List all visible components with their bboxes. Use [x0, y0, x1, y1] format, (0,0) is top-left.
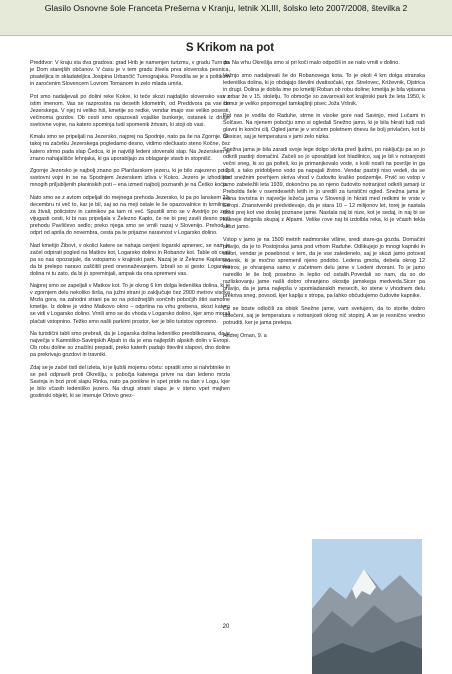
article-author: Andrej Oman, 9. a [223, 332, 267, 339]
paragraph: do. Na vrhu Okrešlja smo si pri koči malo odpočili in se nato vrnili v dolino. [223, 60, 400, 66]
paragraph: Snežna jama je bila zaradi svoje lege dolgo skrita pred ljudmi, po naključju pa so jo odkrili pastirji domačini. Začeli so jo uporabljati kot hladilnico, saj je bil v notranjosti večni sneg, ki so ga polteli, ko je primanjkovalo vode, s koši nosili na površje in ga topili, s tako pridobljeno vodo pa napajali živino. Vendar pastirji niso vedeli, da se pod snežnim povrhjem skriva vhod v čudovito kraško podzemlje. Prvič so vstop v jamo zabeležili leta 1939, dokončno pa so njeno čudovito notranjost odkrili jamarji iz Prebolda šele v osemdesetih letih in jo uredili za turistični ogled. Snežna jama je edina tovrstna in največje ležeča jama v Sloveniji in hkrati med redkimi te vrste v Evropi. Znanstveniki predvidevajo, da je stara 10 – 12 milijonov let, torej je nastala dosti prej kot vse doslej poznane jame. Nastala naj bi nize, kot je sedaj, in naj bi se kasneje dvignila skupaj z Alpami. Velike rove naj bi izdolbla reka, ki je včasih tekla skozi jamo. [223, 146, 425, 231]
paragraph: Pot smo nadaljevali po dolini reke Kokre, ki teče skozi najdaljšo slovensko vas z istim imenom. Vas se razprostira na desetih kilometrih, od Preddvora pa vse do Jezerskega. V njej ni veliko hiš, kmetije so redke, vendar imajo vse veliko posesti, večinoma gozdov. Ob cesti smo opazovali vojaške bunkerje, ostanek iz druge svetovne vojne, na katero spominja tudi spomenik žrtvam, ki stoji ob vasi. [30, 93, 230, 128]
newsletter-header [0, 0, 452, 36]
article-title: S Krikom na pot [185, 42, 275, 54]
paragraph: Vstop v jamo je na 1500 metrih nadmorske višine, sredi stare-ga gozda. Domačini pravijo, da je to Postojnska jama pod vrhom Raduhe. Odlikujejo jo mnogi kapniki in stebri, vendar je posebnost v tem, da je vse zaledenelo, saj je skozi jamo potovat ledenik, ki je močno spremenil njeno podobo. Ledena gmota, debela okrog 12 metrov, je ohranjena samo v začetnem delu jame v Ledeni dvorani. To je jamo naredilo le še bolj posebno in lepšo od ostalih.Povedali so nam, da so do razliskovanju jame našli dobro ohranjeno okostje jamskega medveda.Sicer pa pravijo, da je jama najlepša v spomladanskih mesecih, ko stene v vhodnem delu prekriva sneg, povsod, kjer kaplja s stropa, pa lahko občudujemo čudovite kapnike. [223, 237, 425, 300]
header-divider [0, 35, 452, 36]
paragraph: Zgornje Jezersko je najbolj znano po Planšarskem jezeru, ki je bilo zajezeno po 2. svetovni vojni in se na Spodnjem Jezerskem izliva v Kokro. Jezero je izhodišče mnogih priljubljenih planinskih poti – ena izmed najbolj poznanih je na Češko koćo. [30, 168, 230, 189]
paragraph: Nato smo se z avtom odpeljali do mejnega prehoda Jezersko, ki pa po lanskem 21. decembru ni več to, kar je bil, saj so na meji ostale le še opazovalnice in krmilnice za živali, policistov in carinikov pa tam ni več. Spustili smo se v Avstrijo po zelo vijugasti cesti, ki bi nas pripeljala v Železno Kaplo, če ne bi prej zavili desno proti prehodu Pavličevo sedlo; preko njega smo se vrnili nazaj v Slovenijo. Prehod je odprt od aprila do novembra, cesta pa te prijazne naravnost v Logarsko dolino. [30, 194, 230, 236]
paragraph: Preddvor: V kraju sta dva gradova: grad Hrib je namenjen turizmu, v gradu Turn pa je Dom starejših občanov. V času je v tem gradu živela prva slovenska pesnica, pisateljica in skladateljica Josipina Urbančič Turnograjska. Porodila se je s poltikom in zaročenim Slovencem Lovrom Tomanom in zelo mlada umrla. [30, 60, 230, 88]
paragraph: Na turistični tabli smo prebrali, da je Logarska dolina ledeniško preoblikovana, da je največja v Kamniško-Savinjskih Alpah in da je ena najlepših alpskih dolin v Evropi. Ob robu doline so značilni prepadi, preko katerih padajo številni slapovi, dno doline pa prekrivajo gozdovi in travniki. [30, 331, 230, 359]
paragraph: Nad kmetijo Žibovt, v okolici katere se nahaja cenjeni logarski apnenec, se nam je začel odpirati pogled na Matkov kot, Logarsko dolino in Robanov kot. Table ob cesti pa so nas opozarjale, da vstopamo v krajinski park. Nazaj je iz Železne Kaplanov, da bi prelepo naravo zaščitili pred onesnaževanjem. Izbrali so si gesto: Logarska dolina ni tu zato, da bi jo spreminjali, ampak da ona spremeni vas. [30, 242, 230, 277]
page-number: 20 [222, 624, 230, 630]
paragraph: Če se boste odločili za obisk Snežne jame, vam svetujem, da to storite dobro oblečeni, saj je temperatura v notranjosti okrog nič stopinj. A se je resnično vredno potruditi, ker je jama prelepa. [223, 305, 425, 327]
paragraph: Vožnjo smo nadaljevali še do Robanovega kota. To je okoli 4 km dolga stranska ledeniška dolina, ki jo obdajajo številni dvatisočaki, npr. Strelovec, Križevnik, Ojstrica in drugi. Dolina je dobila ime po kmetiji Roban ob robu doline; kmetija je bila vpisana v urbar že v 15. stoletju. To območje so zavarovali kot krajinski park že leta 1950, k čemur je veliko pripomogel tamkajšnji pisec Joža Vršnik. [223, 72, 425, 107]
mountain-photo [312, 539, 422, 674]
article-column-right [223, 60, 425, 615]
paragraph: Pot nas je vodila do Raduhe, strme in visoke gore nad Savinjo, med Lučami in Solčavo. Na njenem pobočju smo si ogledali Snežno jamo, ki je bila hkrati tudi naš glavni in končni cilj. Ogled jame je v vročem poletnem dnevu še bolj privlačen, kot bi bil sicer, saj je temperatura v jami zelo nizka. [223, 113, 425, 141]
article-column-left [30, 60, 230, 615]
paragraph: Zdaj se je začel tisti del izleta, ki je ljubši mojemu očetu: opratili smo si nahrbtnike in se peš odpravili proti Okrešlju, s pobočja katerega privre na dan ledeno mrzla Savinja in brzi proti slapu Rinka, nato pa ponikne in spet pride na dan v Logu, kjer je bilo včasih ledeniško jezero. Na drugi strani slapu je v steno vpet majhen gostinski objekt, ki se imenuje Orlovo gnez- [30, 364, 230, 399]
paragraph: Kmalu smo se pripeljali na Jezersko, najprej na Spodnje, nato pa še na Zgornje. Če takoj na začetku Jezerskega pogledamo desno, vidimo rdečkasto steno Kočne, čez katero strmo pada slap Čedca, ki je najvišji ledeni slovenski slap. Na Jezerskem je znano nahajališče lehnjaka, ki ga uporabljajo za oblaganje stavb in stopnišč. [30, 134, 230, 162]
paragraph: Najprej smo se zapeljali v Matkov kot. To je okrog 6 km dolga ledeniška dolina, ki je v zgornjem delu nekoliko širša, na južni strani jo zaključuje čez 2000 metrov visoka Mrzla gora, na zahodni strani pa so na položnejših sončnih pobočjih štiri samotne kmetije. Iz doline je vidno Matkovo okno – odprtina na vrhu grebena, skozi katero se vidi v Logarsko dolino. Vrnili smo se do vhoda v Logarsko dolino, kjer smo morali plačati vstopnino. Težko smo našli parkirni prostor, ker je bilo turistov ogromno. [30, 283, 230, 325]
header-publication-line: Glasilo Osnovne šole Franceta Prešerna v Kranju, letnik XLIII, šolsko leto 2007/2008, številka 2 [44, 3, 408, 13]
